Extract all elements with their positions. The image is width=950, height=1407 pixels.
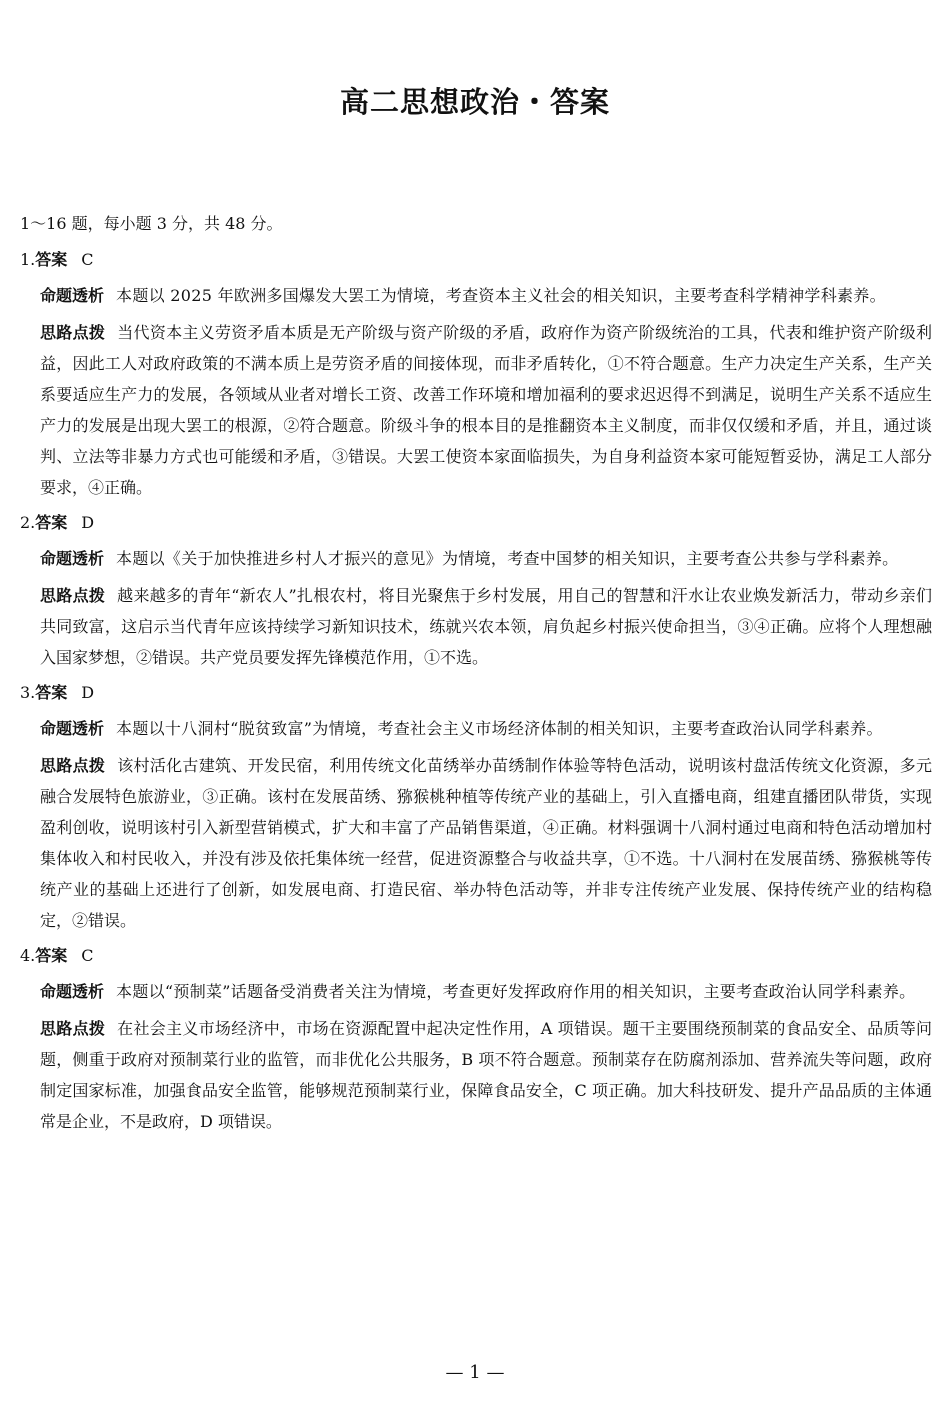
question-block-1 <box>20 246 932 503</box>
question-header <box>20 679 932 707</box>
hint-paragraph <box>40 750 932 936</box>
analysis-label: 命题透析 <box>40 286 105 305</box>
hint-paragraph <box>40 317 932 503</box>
hint-paragraph <box>40 580 932 673</box>
answer-label: 答案 <box>35 513 68 532</box>
analysis-paragraph <box>40 713 932 744</box>
question-block-4 <box>20 942 932 1137</box>
hint-label: 思路点拨 <box>40 1019 106 1038</box>
hint-text: 越来越多的青年“新农人”扎根农村，将目光聚焦于乡村发展，用自己的智慧和汗水让农业焕发新活力，带动乡亲们共同致富，这启示当代青年应该持续学习新知识技术，练就兴农本领，肩负起乡村振兴使命担当，③④正确。应将个人理想融入国家梦想，②错误。共产党员要发挥先锋模范作用，①不选。 <box>40 586 932 667</box>
question-block-3 <box>20 679 932 936</box>
question-number: 3. <box>20 683 36 702</box>
analysis-label: 命题透析 <box>40 549 105 568</box>
analysis-paragraph <box>40 976 932 1007</box>
question-number: 2. <box>20 513 36 532</box>
analysis-text: 本题以“预制菜”话题备受消费者关注为情境，考查更好发挥政府作用的相关知识，主要考查政治认同学科素养。 <box>116 982 916 1001</box>
answer-value: D <box>81 513 95 532</box>
question-number: 4. <box>20 946 36 965</box>
section-intro: 1～16 题，每小题 3 分，共 48 分。 <box>20 214 283 233</box>
answer-label: 答案 <box>35 946 68 965</box>
analysis-label: 命题透析 <box>40 719 105 738</box>
hint-label: 思路点拨 <box>40 323 106 342</box>
analysis-text: 本题以《关于加快推进乡村人才振兴的意见》为情境，考查中国梦的相关知识，主要考查公共参与学科素养。 <box>116 549 899 568</box>
question-header <box>20 509 932 537</box>
hint-label: 思路点拨 <box>40 756 106 775</box>
analysis-label: 命题透析 <box>40 982 105 1001</box>
answer-value: C <box>81 946 94 965</box>
answer-label: 答案 <box>35 683 68 702</box>
analysis-text: 本题以十八洞村“脱贫致富”为情境，考查社会主义市场经济体制的相关知识，主要考查政治认同学科素养。 <box>116 719 883 738</box>
hint-label: 思路点拨 <box>40 586 106 605</box>
question-header <box>20 246 932 274</box>
question-block-2 <box>20 509 932 673</box>
question-header <box>20 942 932 970</box>
analysis-paragraph <box>40 543 932 574</box>
hint-text: 在社会主义市场经济中，市场在资源配置中起决定性作用，A 项错误。题干主要围绕预制菜的食品安全、品质等问题，侧重于政府对预制菜行业的监管，而非优化公共服务，B 项不符合题意。预制菜存在防腐剂添加、营养流失等问题，政府制定国家标准，加强食品安全监管，能够规范预制菜行业，保障食品安全，C 项正确。加大科技研发、提升产品品质的主体通常是企业，不是政府，D 项错误。 <box>40 1019 932 1131</box>
question-number: 1. <box>20 250 36 269</box>
answer-label: 答案 <box>35 250 68 269</box>
page-title: 高二思想政治・答案 <box>339 85 610 119</box>
answer-value: D <box>81 683 95 702</box>
hint-text: 该村活化古建筑、开发民宿，利用传统文化苗绣举办苗绣制作体验等特色活动，说明该村盘活传统文化资源，多元融合发展特色旅游业，③正确。该村在发展苗绣、猕猴桃种植等传统产业的基础上，引入直播电商，组建直播团队带货，实现盈利创收，说明该村引入新型营销模式，扩大和丰富了产品销售渠道，④正确。材料强调十八洞村通过电商和特色活动增加村集体收入和村民收入，并没有涉及依托集体统一经营，促进资源整合与收益共享，①不选。十八洞村在发展苗绣、猕猴桃等传统产业的基础上还进行了创新，如发展电商、打造民宿、举办特色活动等，并非专注传统产业发展、保持传统产业的结构稳定，②错误。 <box>40 756 932 930</box>
hint-paragraph <box>40 1013 932 1137</box>
hint-text: 当代资本主义劳资矛盾本质是无产阶级与资产阶级的矛盾，政府作为资产阶级统治的工具，代表和维护资产阶级利益，因此工人对政府政策的不满本质上是劳资矛盾的间接体现，而非矛盾转化，①不符合题意。生产力决定生产关系，生产关系要适应生产力的发展，各领域从业者对增长工资、改善工作环境和增加福利的要求迟迟得不到满足，说明生产关系不适应生产力的发展是出现大罢工的根源，②符合题意。阶级斗争的根本目的是推翻资本主义制度，而非仅仅缓和矛盾，并且，通过谈判、立法等非暴力方式也可能缓和矛盾，③错误。大罢工使资本家面临损失，为自身利益资本家可能短暂妥协，满足工人部分要求，④正确。 <box>40 323 932 497</box>
page-number: — 1 — <box>445 1362 505 1383</box>
analysis-paragraph <box>40 280 932 311</box>
answer-value: C <box>81 250 94 269</box>
analysis-text: 本题以 2025 年欧洲多国爆发大罢工为情境，考查资本主义社会的相关知识，主要考查科学精神学科素养。 <box>116 286 886 305</box>
answer-content <box>20 210 932 1143</box>
